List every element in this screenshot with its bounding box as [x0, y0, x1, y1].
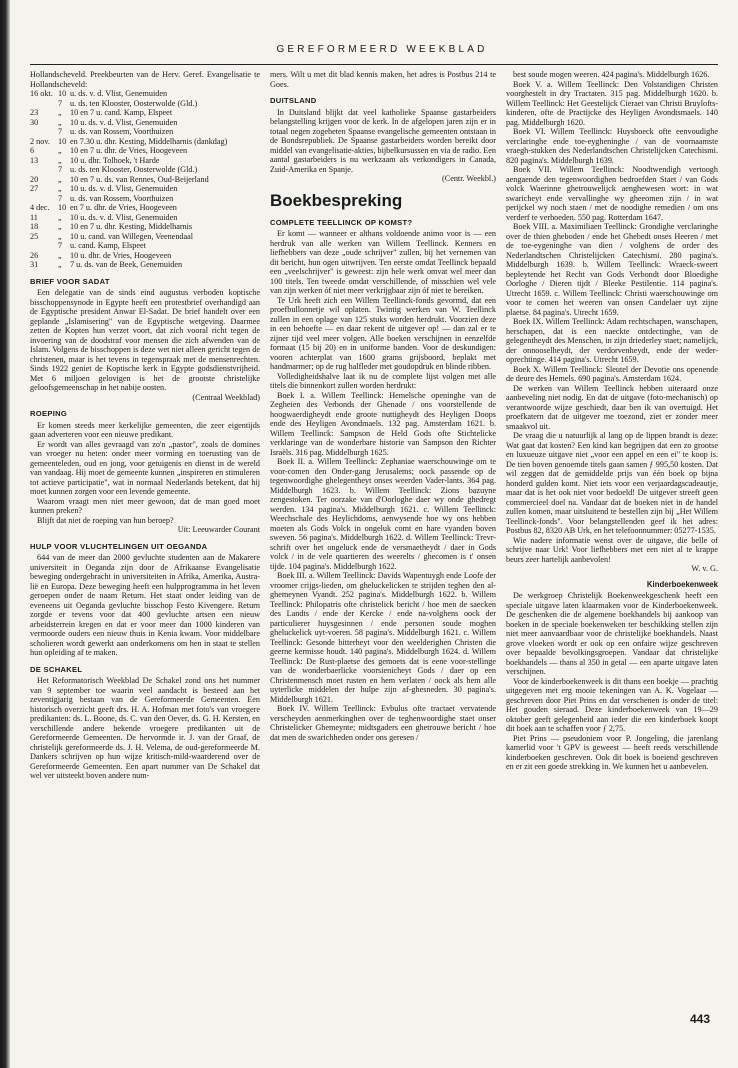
column-middle	[270, 70, 496, 742]
schedule-preacher: u. cand. Kamp, Elspeet	[70, 241, 146, 250]
kinder-paragraph: Piet Prins — pseudoniem voor P. Jongeling, die jarenlang kamerlid voor 't GPV is geweest — heeft reeds verschillende kinderboeken geschreven. Ook dit boek is boeiend geschreven en er zit een goede strekking in. We kunnen het u aanbevelen.	[506, 733, 718, 771]
schedule-row	[30, 241, 260, 251]
schedule-row	[30, 184, 260, 194]
article-paragraph: Boek V. a. Willem Teellinck: Den Volstandigen Christen voorghestelt in dry Tractaten. 315 pag. Middelburgh 1620. b. Willem Teellinck: Het Geestelijck Cieraet van Christi Bruylofts-kinderen, ofte de Practijcke des Heyligen Avondtsmaels. 140 pag. Middelburgh 1620.	[506, 79, 718, 127]
schedule-date	[30, 241, 58, 251]
article-paragraph: Boek IV. Willem Teellinck: Evbulus ofte tractaet vervatende verscheyden aenmerkinghen over de teghenwoordighe staet onser Christelicker Ghemeynte; midtsgaders een ghetrouwe bericht / hoe dat men de swarichheden onder ons geresen /	[270, 704, 496, 742]
article-paragraph: Boek IX. Willem Teellinck: Adam rechtschapen, wanschapen, herschapen, dat is een naeckte ontdectinghe, van de gelegentheydt des Menschen, in zijn driederley staet; namelijck, der onnooselheydt, der verdorvenheydt, ende der weder-oprechtinge. 414 pagina's. Utrecht 1659.	[506, 317, 718, 364]
schedule-row	[30, 203, 260, 213]
schedule-preacher: en 7 u. dhr. de Vries, Hoogeveen	[70, 203, 177, 212]
schedule-row	[30, 260, 260, 270]
schedule-date: 13	[30, 155, 39, 165]
schedule-time: 7	[58, 127, 63, 136]
article-paragraph: Boek VIII. a. Maximiliaen Teellinck: Grondighe verclaringhe over de thien gheboden / ende het Ghebedt onses Heeren / met de toe-eygeninghe van dien / volghens de order des Nederlandtschen Christelijcken Catechismi. 280 pagina's. Middelburgh 1639. b. Willem Teellinck: Wraeck-sweert bepleytende het Recht van Gods Verbondt door Bloedighe Oorloghe / Dieren tijdt / Bleeke Pestilentie. 114 pagina's. Utrecht 1659. c. Willem Teellinck: Christi waerschouwinge om voor te comen het weeren van onsen Candelaer uyt zijne plaetse. 84 pagina's. Utrecht 1659.	[506, 222, 718, 317]
schedule-row	[30, 222, 260, 232]
schedule-time: „	[58, 250, 62, 260]
running-header: GEREFORMEERD WEEKBLAD	[276, 44, 488, 55]
schedule-time: „	[58, 260, 62, 269]
hulp-text: 644 van de meer dan 2000 gevluchte studenten aan de Makarere universiteit in Oeganda zijn door de Afrikaanse Evangelisatie beweging ondergebracht in universiteiten in Afrika, Amerika, Australië en Europa. Deze beweging heeft een hulpprogramma in het leven geroepen onder de naam Return. Het staat onder leiding van de eveneens uit Oeganda gevluchte bisschop Festo Kivengere. Return zorgde er tevens voor dat 400 gevluchte artsen een nieuw arbeidsterrein kregen en dat er voor meer dan 1000 kinderen van vermoorde ouders een nieuw thuis in Kenia kwam. Voor middelbare scholieren wordt gewerkt aan onderkomens om hen in staat te stellen hun opleiding af te maken.	[30, 553, 260, 657]
schedule-date	[30, 99, 58, 109]
header-rule	[30, 64, 718, 65]
article-paragraph: Er komt — wanneer er althans voldoende animo voor is — een herdruk van alle werken van Willem Teellinck. Kenners en liefhebbers van deze „oude schrijver" zullen, bij het vernemen van dit bericht, hun ogen uitwrijven. Ten eerste omdat Teellinck bepaald een „veelschrijver" is geweest: zijn hele werk omvat wel meer dan 100 titels. Ten tweede omdat verschillende, of misschien wel vele van zijn werken óf niet meer verkrijgbaar zijn óf niet te bereiken.	[270, 229, 496, 295]
schedule-row	[30, 118, 260, 128]
schedule-row	[30, 156, 260, 166]
schedule-row	[30, 194, 260, 204]
schedule-row	[30, 175, 260, 185]
schedule-row	[30, 127, 260, 137]
article-paragraph: Boek VI. Willem Teellinck: Huysboeck ofte eenvoudighe verclaringhe ende toe-eygheninghe / van de voornaamste vraegh-stukken des Nederlandtschen Christelijcken Catechismi. 820 pagina's. Middelburgh 1639.	[506, 127, 718, 165]
schedule-preacher: 10 u. ds. v. d. Vlist, Genemuiden	[70, 117, 178, 127]
schedule-date: 25	[30, 231, 39, 241]
roeping-paragraph: Er wordt van alles gevraagd van zo'n „pastor", zoals de domines van vroeger nu heten: onder meer vorming en toerusting van de gemeenteleden, oud en jong, voor getuigenis en dienst in de wereld van vandaag. Hij moet de gemeente kunnen „inspireren en stimuleren tot actieve participatie", wat in normaal Nederlands betekent, dat hij moet kunnen zorgen voor een levende gemeente.	[30, 439, 260, 496]
schedule-preacher: u. ds. v. d. Vlist, Genemuiden	[70, 89, 168, 98]
roeping-paragraph: Blijft dat niet de roeping van hun beroep?	[37, 515, 174, 525]
schedule-date: 6	[30, 146, 35, 155]
teellinck-article	[270, 229, 496, 742]
schedule-date	[30, 165, 58, 175]
schedule-time: „	[58, 155, 62, 165]
schedule-time: „	[58, 231, 62, 241]
article-paragraph: De werken van Willem Teellinck hebben uiteraard onze aanbeveling niet nodig. En dat de uitgave (foto-mechanisch) op verantwoorde wijze geschiedt, daar ben ik van overtuigd. Het proefkatern dat de uitgever me toezond, ziet er zonder meer smaakvol uit.	[506, 383, 718, 431]
schedule-date	[30, 127, 58, 137]
teellinck-heading: COMPLETE TEELLINCK OP KOMST?	[270, 217, 413, 227]
schedule-date: 18	[30, 222, 39, 231]
schedule-date: 27	[30, 184, 39, 193]
schedule-preacher: 10 u. ds. v. d. Vlist, Genemuiden	[70, 184, 178, 193]
brief-heading: BRIEF VOOR SADAT	[30, 276, 110, 286]
article-paragraph: Boek II. a. Willem Teellinck: Zephaniae waerschouwinge om te voor-comen den Onder-gang Jerusalems; oock passende op de tegenwoordighe ghelegentheyt onses weerden Vader-lants. 364 pag. Middelburgh 1623. b. Willem Teellinck: Zions bazuyne zengestoken. Ter oorzake van d'Oorloghe daer wy onde ghedregt werden. 134 pagina's. Middelburgh 1621. c. Willem Teellinck: Weechschale des Heylichdoms, aenwysende hoe wy ons hebben moeten als Gods Volck in ongeluk comt en hare vyanden boven sweven. 56 pagina's. Middelburgh 1622. d. Willem Teellinck: Trevr-schrift over het ongeluck ende de versmaetheydt / daer in Gods volck / in de vele quartieren des weerelts / ghecomen is t' onsen tijde. 104 pagina's. Middelburgh 1622.	[270, 457, 496, 571]
section-title-boekbespreking: Boekbespreking	[270, 190, 403, 210]
schedule-row	[30, 137, 260, 147]
article-paragraph: Boek I. a. Willem Teellinck: Hemelsche openinghe van de Zegheien des Verbonds der Ghenade / ons voorstellende de hoogwaerdigheydt ende groote nuttigheydt des Heyligen Doops ende des Heyligen Avondmaels. 132 pag. Amsterdam 1621. b. Willem Teellinck: Sampson de Held Gods ofte Stichtelicke verklaringe van de wonderbare historie van Sampson den Richter Israëls. 316 pag. Middelburgh 1625.	[270, 390, 496, 457]
schedule-row	[30, 89, 260, 99]
schedule-row	[30, 146, 260, 156]
schakel-continuation: mers. Wilt u met dit blad kennis maken, het adres is Postbus 214 te Goes.	[270, 70, 496, 89]
roeping-paragraph: Waarom vraagt men niet meer gewoon, dat de man goed moet kunnen preken?	[30, 496, 260, 515]
schedule-row	[30, 251, 260, 261]
review-signature: W. v. G.	[691, 564, 718, 573]
article-paragraph: Boek III. a. Willem Teellinck: Davids Wapentuygh ende Loofe der vroomer crijgs-lieden, om gheluckelicken te strijden teghen den al-ghemeynen Vyandt. 252 pagina's. Middelburgh 1622. b. Willem Teellinck: Philopatris ofte christelick bericht / hoe men de saecken des Landts / ende der Kercke / ende na-volghens oock der particulierer huysgesinnen / ende personen soude moghen gheluckelick uyt-voeren. 58 pagina's. Middelburgh 1621. c. Willem Teellinck: Gesonde bitterheyt voor den weelderighen Christen die geerne kermisse houdt. 140 pagina's. Middelburgh 1624. d. Willem Teellinck: De Rust-plaetse des gemoets dat is eene voor-stellinge van de wonderbaerlicke voorsienicheyt Gods / daer op een Christenmensch moet rusten en hem verlaten / oock als hem alle uyterlicke middelen der hulpe zijn af-ghesneden. 30 pagina's. Middelburgh 1621.	[270, 571, 496, 704]
schedule-time: „	[58, 108, 62, 117]
article-paragraph: De vraag die u natuurlijk al lang op de lippen brandt is deze: Wat gaat dat kosten? Een kind kan begrijpen dat een zo grootse en luxueuze uitgave niet „voor een appel en een ei" te koop is. De tien boven genoemde titels gaan samen ƒ 995,50 kosten. Dat wil zeggen dat de gemiddelde prijs van één boek op bijna honderd gulden komt. Niet iets voor een verjaardagscadeautje, maar dat is het ook niet voor bedoeld! De uitgever streeft geen commercieel doel na. Vandaar dat de boeken niet in de handel zullen komen, maar uitsluitend te bestellen zijn bij „Het Willem Teellinck-fonds". Voor belangstellenden geef ik het adres: Postbus 82, 8320 AB Urk, en het telefoonnummer: 05277-1535.	[506, 431, 718, 535]
schedule-date: 4 dec.	[30, 203, 50, 212]
schedule-time: 7	[58, 241, 63, 250]
duitsland-source: (Centr. Weekbl.)	[442, 174, 496, 183]
schedule-preacher: en 7.30 u. dhr. Kesting, Middelharnis (dankdag)	[70, 136, 228, 146]
article-paragraph: Wie nadere informatie wenst over de uitgave, die belle of schrijve naar Urk! Voor liefhebbers met een niet al te krappe beurs zeer hartelijk aanbevolen!	[506, 535, 718, 564]
column-right	[506, 70, 718, 772]
schedule-date: 23	[30, 108, 39, 117]
schedule-date: 26	[30, 250, 39, 260]
schedule-preacher: 10 u. dhr. Tolhoek, 't Harde	[70, 155, 160, 165]
schedule-preacher: 7 u. ds. van de Beek, Genemuiden	[70, 260, 183, 269]
schedule-preacher: 10 en 7 u. ds. van Rennes, Oud-Beijerland	[70, 174, 209, 184]
schedule-date: 31	[30, 260, 39, 269]
duitsland-text: In Duitsland blijkt dat veel katholieke Spaanse gastarbeiders belangstelling krijgen voor de kerk. In de afgelopen jaren zijn er in totaal negen zogeheten Spaanse evangelische gemeenten ontstaan in de Bondsrepubliek. De Spaanse gastarbeiders worden bereikt door middel van evangelisatie-akties, bijbelkursussen en via de radio. Een aantal gastarbeiders is nu werkzaam als verkondigers in Canada, Zuid-Amerika en Spanje.	[270, 107, 496, 174]
page-binding-edge	[0, 0, 10, 1068]
schedule-time: 7	[58, 193, 63, 203]
schedule-preacher: 10 en 7 u. dhr. de Vries, Hoogeveen	[70, 146, 188, 155]
article-paragraph: Boek VII. Willem Teellinck: Noodtwendigh vertoogh aengaende den tegenwoordighen bedroefden Staet / van Gods volck Waerinne ghetrouwelijck aenghewesen wort: in wat swaricheyt ende vervallinghe wy gheeomen zijn / in wat perijckel wy noch staen / met de noodighe remedien / om ons verderf te verhoeden. 550 pag. Rotterdam 1647.	[506, 165, 718, 222]
schedule-date: 16 okt.	[30, 89, 53, 98]
schedule-preacher: 10 u. dhr. de Vries, Hoogeveen	[70, 250, 172, 260]
schedule-time: „	[58, 222, 62, 231]
schedule-time: 10	[58, 89, 67, 98]
schedule-time: 10	[58, 136, 67, 146]
schedule-time: „	[58, 146, 62, 155]
schedule-date: 20	[30, 174, 39, 184]
schedule-intro: Hollandscheveld. Preekbeurten van de Herv. Geref. Evangelisatie te Hollandscheveld:	[30, 70, 260, 89]
hulp-heading: HULP VOOR VLUCHTELINGEN UIT OEGANDA	[30, 541, 208, 551]
schedule-time: 7	[58, 165, 63, 174]
article-paragraph: best soude mogen weeren. 424 pagina's. Middelburgh 1626.	[513, 70, 710, 79]
schedule-date: 2 nov.	[30, 136, 50, 146]
schedule-preacher: 10 u. cand. van Willegen, Veenendaal	[70, 231, 194, 241]
schedule-row	[30, 165, 260, 175]
kinder-paragraph: Voor de kinderboekenweek is dit thans een boekje — prachtig uitgegeven met erg mooie tekeningen van A. K. Vogelaar — geschreven door Piet Prins en dat verschenen is onder de titel: Het gouden sieraad. Deze kinderboekenweek van 19—29 oktober geeft gelegenheid aan ieder die een kinderboek koopt dit boek aan te schaffen voor ƒ 2,75.	[506, 676, 718, 733]
schakel-heading: DE SCHAKEL	[30, 664, 83, 674]
roeping-heading: ROEPING	[30, 409, 68, 418]
schakel-text: Het Reformatorisch Weekblad De Schakel zond ons het nummer van 9 september toe waarin veel aandacht is besteed aan het zeventigjarig bestaan van de Gereformeerde Gemeenten. Een historisch overzicht geeft drs. H. A. Hofman met foto's van vroegere predikanten: ds. L. Boone, ds. C. van den Oever, ds. G. H. Kersten, en verschillende andere bekende vroegere predikanten uit de Gereformeerde Gemeenten. De hervormde ir. J. van der Graaf, de christelijk gereformeerde ds. J. H. Velema, de oud-gereformeerde M. Dankers schrijven op hun wijze kritisch-mild-waarderend over de Gereformeerde Gemeenten. Een apart nummer van De Schakel dat wel ver uitsteekt boven andere num-	[30, 676, 260, 780]
schedule-date: 11	[30, 212, 38, 222]
schedule-preacher: u. ds. ten Klooster, Oosterwolde (Gld.)	[70, 98, 198, 108]
brief-text: Een delegatie van de sinds eind augustus verboden koptische bisschoppensynode in Egypte heeft een protestbrief overhandigd aan de Egyptische president Anwar El-Sadat. De brief handelt over een geplande „Islamisering" van de Egyptische wetgeving. Daarmee zetten de Kopten hun verzet voort, dat zich vooral richt tegen de invoering van de doodstraf voor mensen die zich afwenden van de Islam. Volgens de bisschoppen is deze wet niet alleen gericht tegen de christenen, maar is het tevens in tegenspraak met de mensenrechten. Sinds 1922 geniet de Koptische kerk in Egypte godsdienstvrijheid. Met 6 miljoen gelovigen is het de grootste christelijke geloofsgemeenschap in het nabije oosten.	[30, 288, 260, 392]
schedule-preacher: u. ds. van Rossem, Voorthuizen	[70, 193, 174, 203]
schedule-time: „	[58, 184, 62, 193]
roeping-paragraph: Er komen steeds meer kerkelijke gemeenten, die zeer eigentijds gaan adverteren voor een nieuwe predikant.	[30, 420, 260, 439]
kinder-paragraph: De werkgroep Christelijk Boekenweekgeschenk heeft een speciale uitgave laten klaarmaken voor de Kinderboekenweek. De geschenken die de algemene boekhandels bij aankoop van boeken in de speciale boekenweken ter beschikking stellen zijn niet meer aanvaardbaar voor de christelijke boekhandels. Naast grove vloeken wordt er ook op een onfaire wijze geschreven over bepaalde bevolkingsgroepen. Vandaar dat christelijke boekhandels — thans al 350 in getal — een aparte uitgave laten verschijnen.	[506, 591, 718, 676]
schedule-date	[30, 194, 58, 204]
article-paragraph: Volledigheidshalve laat ik nu de complete lijst volgen met alle titels die binnenkort zullen worden herdrukt:	[270, 371, 496, 390]
article-paragraph: Te Urk heeft zich een Willem Teellinck-fonds gevormd, dat een proefbullonnetje wil oplaten. Twintig werken van W. Teellinck zullen in een oplage van 125 stuks worden herdrukt. Voorzien deze in een behoefte — en daar rekent de uitgever op! — dan zal er te zijner tijd veel meer volgen. Alle boeken verschijnen in eenzelfde formaat (15 bij 20) en in uniforme banden. Voor de deskundigen: vooren achterplat van 1600 grams grijsboord, beplakt met handmarmer; op de rug halfleder met goudopdruk en blinde ribben.	[270, 295, 496, 371]
schedule-time: „	[58, 174, 62, 184]
schedule-preacher: u. ds. van Rossem, Voorthuizen	[70, 127, 174, 136]
schedule-row	[30, 232, 260, 242]
schedule-preacher: 10 en 7 u. cand. Kamp, Elspeet	[70, 108, 173, 117]
kinderboekenweek-heading: Kinderboekenweek	[646, 579, 718, 589]
schedule-time: „	[58, 117, 62, 127]
article-paragraph: Boek X. Willem Teellinck: Sleutel der Devotie ons openende de deure des Hemels. 690 pagina's. Amsterdam 1624.	[506, 364, 718, 383]
schedule-preacher: 10 en 7 u. dhr. Kesting, Middelharnis	[70, 222, 193, 231]
preaching-schedule	[30, 89, 260, 270]
roeping-source: Uit: Leeuwarder Courant	[177, 525, 260, 534]
schedule-preacher: u. ds. ten Klooster, Oosterwolde (Gld.)	[70, 165, 198, 174]
schedule-time: 10	[58, 203, 67, 212]
brief-source: (Centraal Weekblad)	[192, 392, 260, 402]
schedule-time: „	[58, 212, 62, 222]
schedule-row	[30, 108, 260, 118]
schedule-row	[30, 99, 260, 109]
teellinck-article-continued	[506, 70, 718, 564]
duitsland-heading: DUITSLAND	[270, 96, 317, 105]
schedule-row	[30, 213, 260, 223]
schedule-time: 7	[58, 98, 63, 108]
schedule-preacher: 10 u. ds. v. d. Vlist, Genemuiden	[70, 212, 178, 222]
schedule-date: 30	[30, 117, 39, 127]
page-number: 443	[690, 1012, 711, 1026]
column-left	[30, 70, 260, 781]
